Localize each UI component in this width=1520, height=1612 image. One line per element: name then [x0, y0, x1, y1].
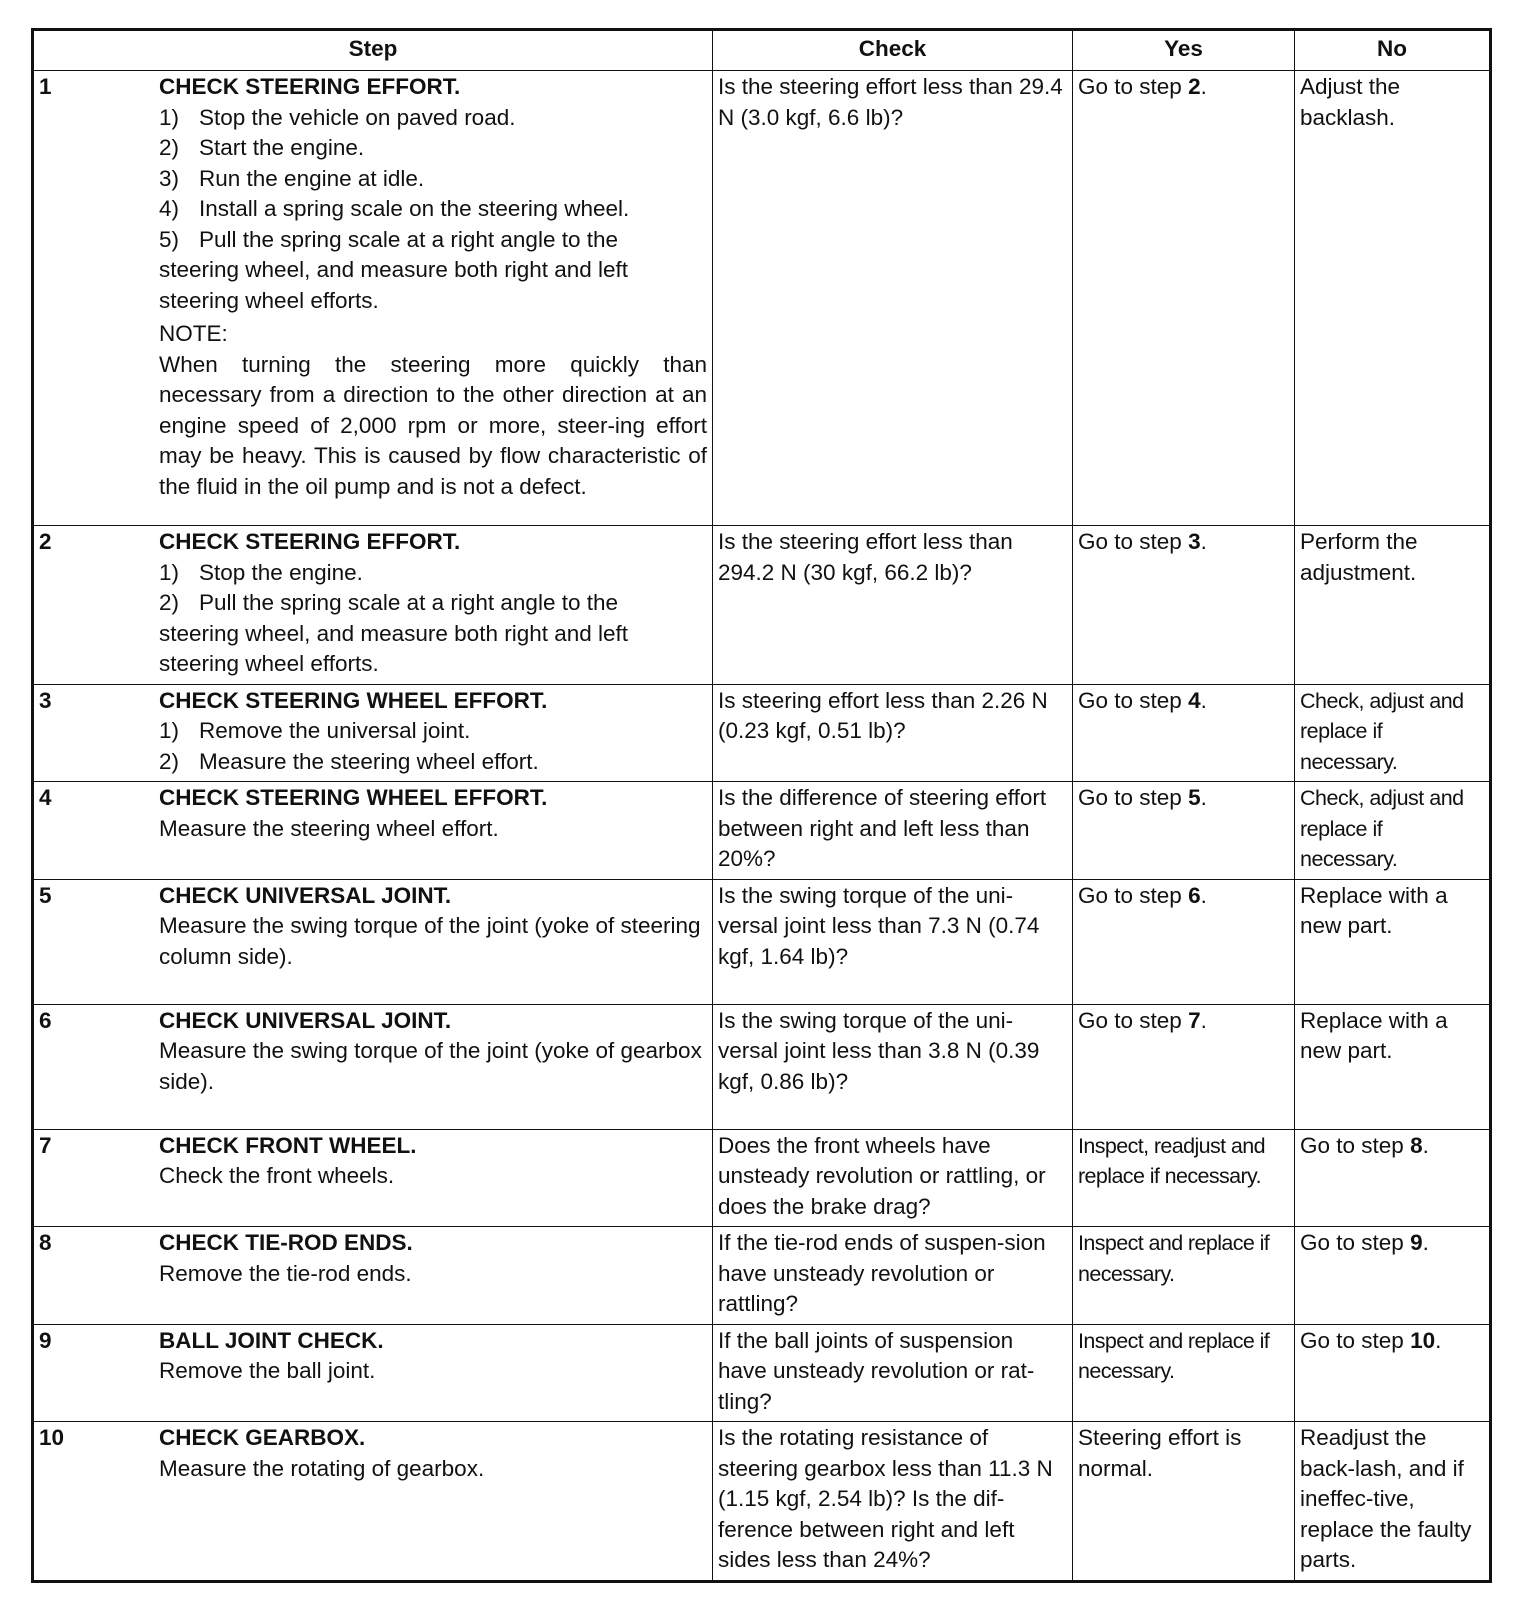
table-row [33, 1227, 1491, 1325]
step-inner [39, 881, 707, 973]
yes-suffix: . [1200, 785, 1207, 810]
step-cell [33, 1422, 713, 1582]
yes-prefix: Inspect and replace if necessary. [1078, 1328, 1270, 1383]
substep-index: 1) [159, 559, 180, 585]
yes-prefix: Inspect, readjust and replace if necessary. [1078, 1133, 1265, 1188]
step-cell [33, 782, 713, 880]
step-body [159, 1228, 707, 1289]
step-description: steering wheel, and measure both right and left steering wheel efforts. [159, 257, 629, 313]
table-row [33, 879, 1491, 1004]
yes-text [1078, 881, 1289, 912]
table-row [33, 71, 1491, 526]
no-text [1300, 686, 1484, 778]
header-no: No [1295, 30, 1491, 71]
step-number: 5 [39, 882, 52, 908]
check-cell: Is the rotating resistance of steering gearbox less than 11.3 N (1.15 kgf, 2.54 lb)? Is the dif-ference between right and left sides less than 24%? [713, 1422, 1073, 1582]
substep-index: 5) [159, 226, 180, 252]
substep-text: Run the engine at idle. [199, 165, 425, 191]
substep-index: 2) [159, 135, 180, 160]
no-prefix: Go to step [1300, 1230, 1411, 1255]
step-inner [39, 686, 707, 778]
substep-text: Start the engine. [199, 135, 365, 160]
header-check: Check [713, 30, 1073, 71]
step-description: Measure the swing torque of the joint (yoke of steering column side). [159, 913, 701, 969]
yes-suffix: . [1200, 529, 1207, 554]
yes-step-target: 7 [1188, 1007, 1201, 1033]
step-number: 7 [39, 1132, 52, 1158]
no-suffix: . [1422, 1132, 1429, 1158]
yes-text [1078, 1228, 1289, 1289]
yes-prefix: Go to step [1078, 74, 1189, 99]
yes-prefix: Go to step [1078, 1007, 1189, 1033]
substep-index: 2) [159, 748, 180, 774]
substep-text: Stop the engine. [199, 559, 363, 585]
substep [159, 716, 707, 747]
step-inner [39, 783, 707, 844]
yes-suffix: . [1200, 1007, 1207, 1033]
step-description: Measure the rotating of gearbox. [159, 1455, 485, 1481]
note-text: When turning the steering more quickly than necessary from a direction to the other direction at an engine speed of 2,000 rpm or more, steer-ing effort may be heavy. This is caused by flow characteristic of the fluid in the oil pump and is not a defect. [159, 351, 707, 499]
no-cell [1295, 526, 1491, 685]
check-cell: Is the swing torque of the uni-versal joint less than 7.3 N (0.74 kgf, 1.64 lb)? [713, 879, 1073, 1004]
step-title: CHECK TIE-ROD ENDS. [159, 1230, 413, 1255]
substep [159, 194, 707, 225]
step-number: 10 [39, 1425, 65, 1450]
step-inner [39, 1131, 707, 1192]
no-prefix: Check, adjust and replace if necessary. [1300, 688, 1464, 774]
diagnostic-table [31, 28, 1492, 1583]
substep [159, 747, 707, 778]
step-title: CHECK GEARBOX. [159, 1425, 366, 1450]
substep [159, 103, 707, 134]
no-step-target: 8 [1410, 1132, 1423, 1158]
step-inner [39, 1326, 707, 1387]
no-text [1300, 1423, 1484, 1576]
yes-cell [1073, 1129, 1295, 1227]
no-suffix: . [1422, 1230, 1429, 1255]
yes-text [1078, 1326, 1289, 1387]
yes-suffix: . [1200, 882, 1207, 908]
table-row [33, 684, 1491, 782]
step-inner [39, 527, 707, 680]
step-title: CHECK FRONT WHEEL. [159, 1132, 417, 1158]
no-prefix: Adjust the backlash. [1300, 74, 1401, 130]
no-prefix: Go to step [1300, 1327, 1411, 1353]
no-cell [1295, 1129, 1491, 1227]
check-cell: Is the difference of steering effort between right and left less than 20%? [713, 782, 1073, 880]
substep [159, 558, 707, 589]
substep-text: Pull the spring scale at a right angle to the [199, 590, 619, 615]
step-number: 9 [39, 1327, 52, 1353]
substep-index: 4) [159, 196, 180, 221]
check-cell: If the tie-rod ends of suspen-sion have unsteady revolution or rattling? [713, 1227, 1073, 1325]
step-description: Measure the steering wheel effort. [159, 815, 499, 841]
table-row [33, 1004, 1491, 1129]
step-title: CHECK STEERING EFFORT. [159, 74, 461, 99]
no-prefix: Readjust the back-lash, and if ineffec-tive, replace the faulty parts. [1300, 1425, 1472, 1572]
yes-prefix: Go to step [1078, 882, 1189, 908]
yes-text [1078, 686, 1289, 717]
substep-text: Measure the steering wheel effort. [199, 748, 539, 774]
step-inner [39, 1006, 707, 1098]
table-row [33, 526, 1491, 685]
yes-cell [1073, 879, 1295, 1004]
step-cell [33, 879, 713, 1004]
substep [159, 588, 707, 619]
table-row [33, 782, 1491, 880]
step-body [159, 686, 707, 778]
step-description: Check the front wheels. [159, 1163, 395, 1188]
yes-cell [1073, 526, 1295, 685]
substep-text: Stop the vehicle on paved road. [199, 104, 516, 130]
no-text [1300, 1228, 1484, 1259]
yes-step-target: 6 [1188, 882, 1201, 908]
note-label: NOTE: [159, 321, 228, 346]
no-suffix: . [1435, 1327, 1442, 1353]
table-row [33, 1129, 1491, 1227]
no-prefix: Replace with a new part. [1300, 1007, 1448, 1063]
step-body [159, 1131, 707, 1192]
step-number: 8 [39, 1230, 52, 1255]
no-text [1300, 1006, 1484, 1067]
step-cell [33, 1324, 713, 1422]
step-body [159, 783, 707, 844]
step-body [159, 1006, 707, 1098]
step-number: 1 [39, 74, 52, 99]
step-body [159, 1326, 707, 1387]
yes-prefix: Go to step [1078, 785, 1189, 810]
yes-cell [1073, 1004, 1295, 1129]
step-number: 2 [39, 529, 52, 554]
no-cell [1295, 684, 1491, 782]
header-yes: Yes [1073, 30, 1295, 71]
step-description: Remove the ball joint. [159, 1358, 376, 1383]
no-prefix: Check, adjust and replace if necessary. [1300, 786, 1464, 871]
substep-index: 1) [159, 718, 180, 743]
yes-suffix: . [1200, 687, 1207, 713]
step-title: CHECK UNIVERSAL JOINT. [159, 882, 452, 908]
step-title: CHECK STEERING WHEEL EFFORT. [159, 785, 548, 810]
no-cell [1295, 1004, 1491, 1129]
step-body [159, 72, 707, 502]
no-cell [1295, 1422, 1491, 1582]
substep-text: Pull the spring scale at a right angle to the [199, 226, 619, 252]
no-cell [1295, 71, 1491, 526]
check-cell: Is the steering effort less than 294.2 N (30 kgf, 66.2 lb)? [713, 526, 1073, 685]
step-body [159, 881, 707, 973]
check-cell: Is the swing torque of the uni-versal joint less than 3.8 N (0.39 kgf, 0.86 lb)? [713, 1004, 1073, 1129]
yes-prefix: Steering effort is normal. [1078, 1425, 1242, 1481]
yes-prefix: Go to step [1078, 529, 1189, 554]
no-text [1300, 1131, 1484, 1162]
table-row [33, 1422, 1491, 1582]
yes-prefix: Inspect and replace if necessary. [1078, 1231, 1270, 1286]
substep [159, 164, 707, 195]
yes-text [1078, 1131, 1289, 1192]
substep [159, 133, 707, 164]
header-row [33, 30, 1491, 71]
no-text [1300, 72, 1484, 133]
yes-cell [1073, 1324, 1295, 1422]
check-cell: Is steering effort less than 2.26 N (0.23 kgf, 0.51 lb)? [713, 684, 1073, 782]
no-cell [1295, 782, 1491, 880]
step-description: steering wheel, and measure both right and left steering wheel efforts. [159, 620, 629, 676]
no-cell [1295, 1227, 1491, 1325]
no-prefix: Perform the adjustment. [1300, 529, 1418, 585]
check-cell: Is the steering effort less than 29.4 N (3.0 kgf, 6.6 lb)? [713, 71, 1073, 526]
no-prefix: Replace with a new part. [1300, 882, 1448, 938]
yes-cell [1073, 684, 1295, 782]
yes-cell [1073, 1227, 1295, 1325]
substep-text: Remove the universal joint. [199, 718, 471, 743]
step-inner [39, 72, 707, 502]
no-text [1300, 527, 1484, 588]
yes-text [1078, 72, 1289, 103]
step-body [159, 527, 707, 680]
no-cell [1295, 1324, 1491, 1422]
substep-text: Install a spring scale on the steering wheel. [199, 196, 630, 221]
yes-cell [1073, 1422, 1295, 1582]
no-text [1300, 1326, 1484, 1357]
step-cell [33, 1004, 713, 1129]
yes-text [1078, 527, 1289, 558]
step-title: BALL JOINT CHECK. [159, 1327, 384, 1353]
step-number: 6 [39, 1007, 52, 1033]
yes-step-target: 2 [1188, 74, 1201, 99]
step-number: 3 [39, 687, 52, 713]
no-text [1300, 881, 1484, 942]
step-title: CHECK UNIVERSAL JOINT. [159, 1007, 452, 1033]
substep [159, 225, 707, 256]
step-title: CHECK STEERING EFFORT. [159, 529, 461, 554]
step-cell [33, 684, 713, 782]
substep-index: 1) [159, 104, 180, 130]
yes-cell [1073, 71, 1295, 526]
no-step-target: 10 [1410, 1327, 1436, 1353]
step-cell [33, 71, 713, 526]
yes-text [1078, 783, 1289, 814]
yes-step-target: 4 [1188, 687, 1201, 713]
step-number: 4 [39, 785, 52, 810]
step-description: Remove the tie-rod ends. [159, 1260, 412, 1286]
step-cell [33, 1227, 713, 1325]
step-cell [33, 1129, 713, 1227]
step-body [159, 1423, 707, 1484]
no-cell [1295, 879, 1491, 1004]
step-cell [33, 526, 713, 685]
substep-index: 3) [159, 165, 180, 191]
yes-suffix: . [1200, 74, 1207, 99]
yes-text [1078, 1006, 1289, 1037]
step-inner [39, 1228, 707, 1289]
yes-prefix: Go to step [1078, 687, 1189, 713]
no-step-target: 9 [1410, 1230, 1423, 1255]
yes-cell [1073, 782, 1295, 880]
substep-index: 2) [159, 590, 180, 615]
yes-text [1078, 1423, 1289, 1484]
no-text [1300, 783, 1484, 875]
table-row [33, 1324, 1491, 1422]
yes-step-target: 5 [1188, 785, 1201, 810]
step-inner [39, 1423, 707, 1484]
no-prefix: Go to step [1300, 1132, 1411, 1158]
check-cell: If the ball joints of suspension have unsteady revolution or rat-tling? [713, 1324, 1073, 1422]
step-title: CHECK STEERING WHEEL EFFORT. [159, 687, 548, 713]
step-description: Measure the swing torque of the joint (yoke of gearbox side). [159, 1038, 702, 1094]
header-step: Step [33, 30, 713, 71]
check-cell: Does the front wheels have unsteady revolution or rattling, or does the brake drag? [713, 1129, 1073, 1227]
yes-step-target: 3 [1188, 529, 1201, 554]
table-body [33, 71, 1491, 1582]
